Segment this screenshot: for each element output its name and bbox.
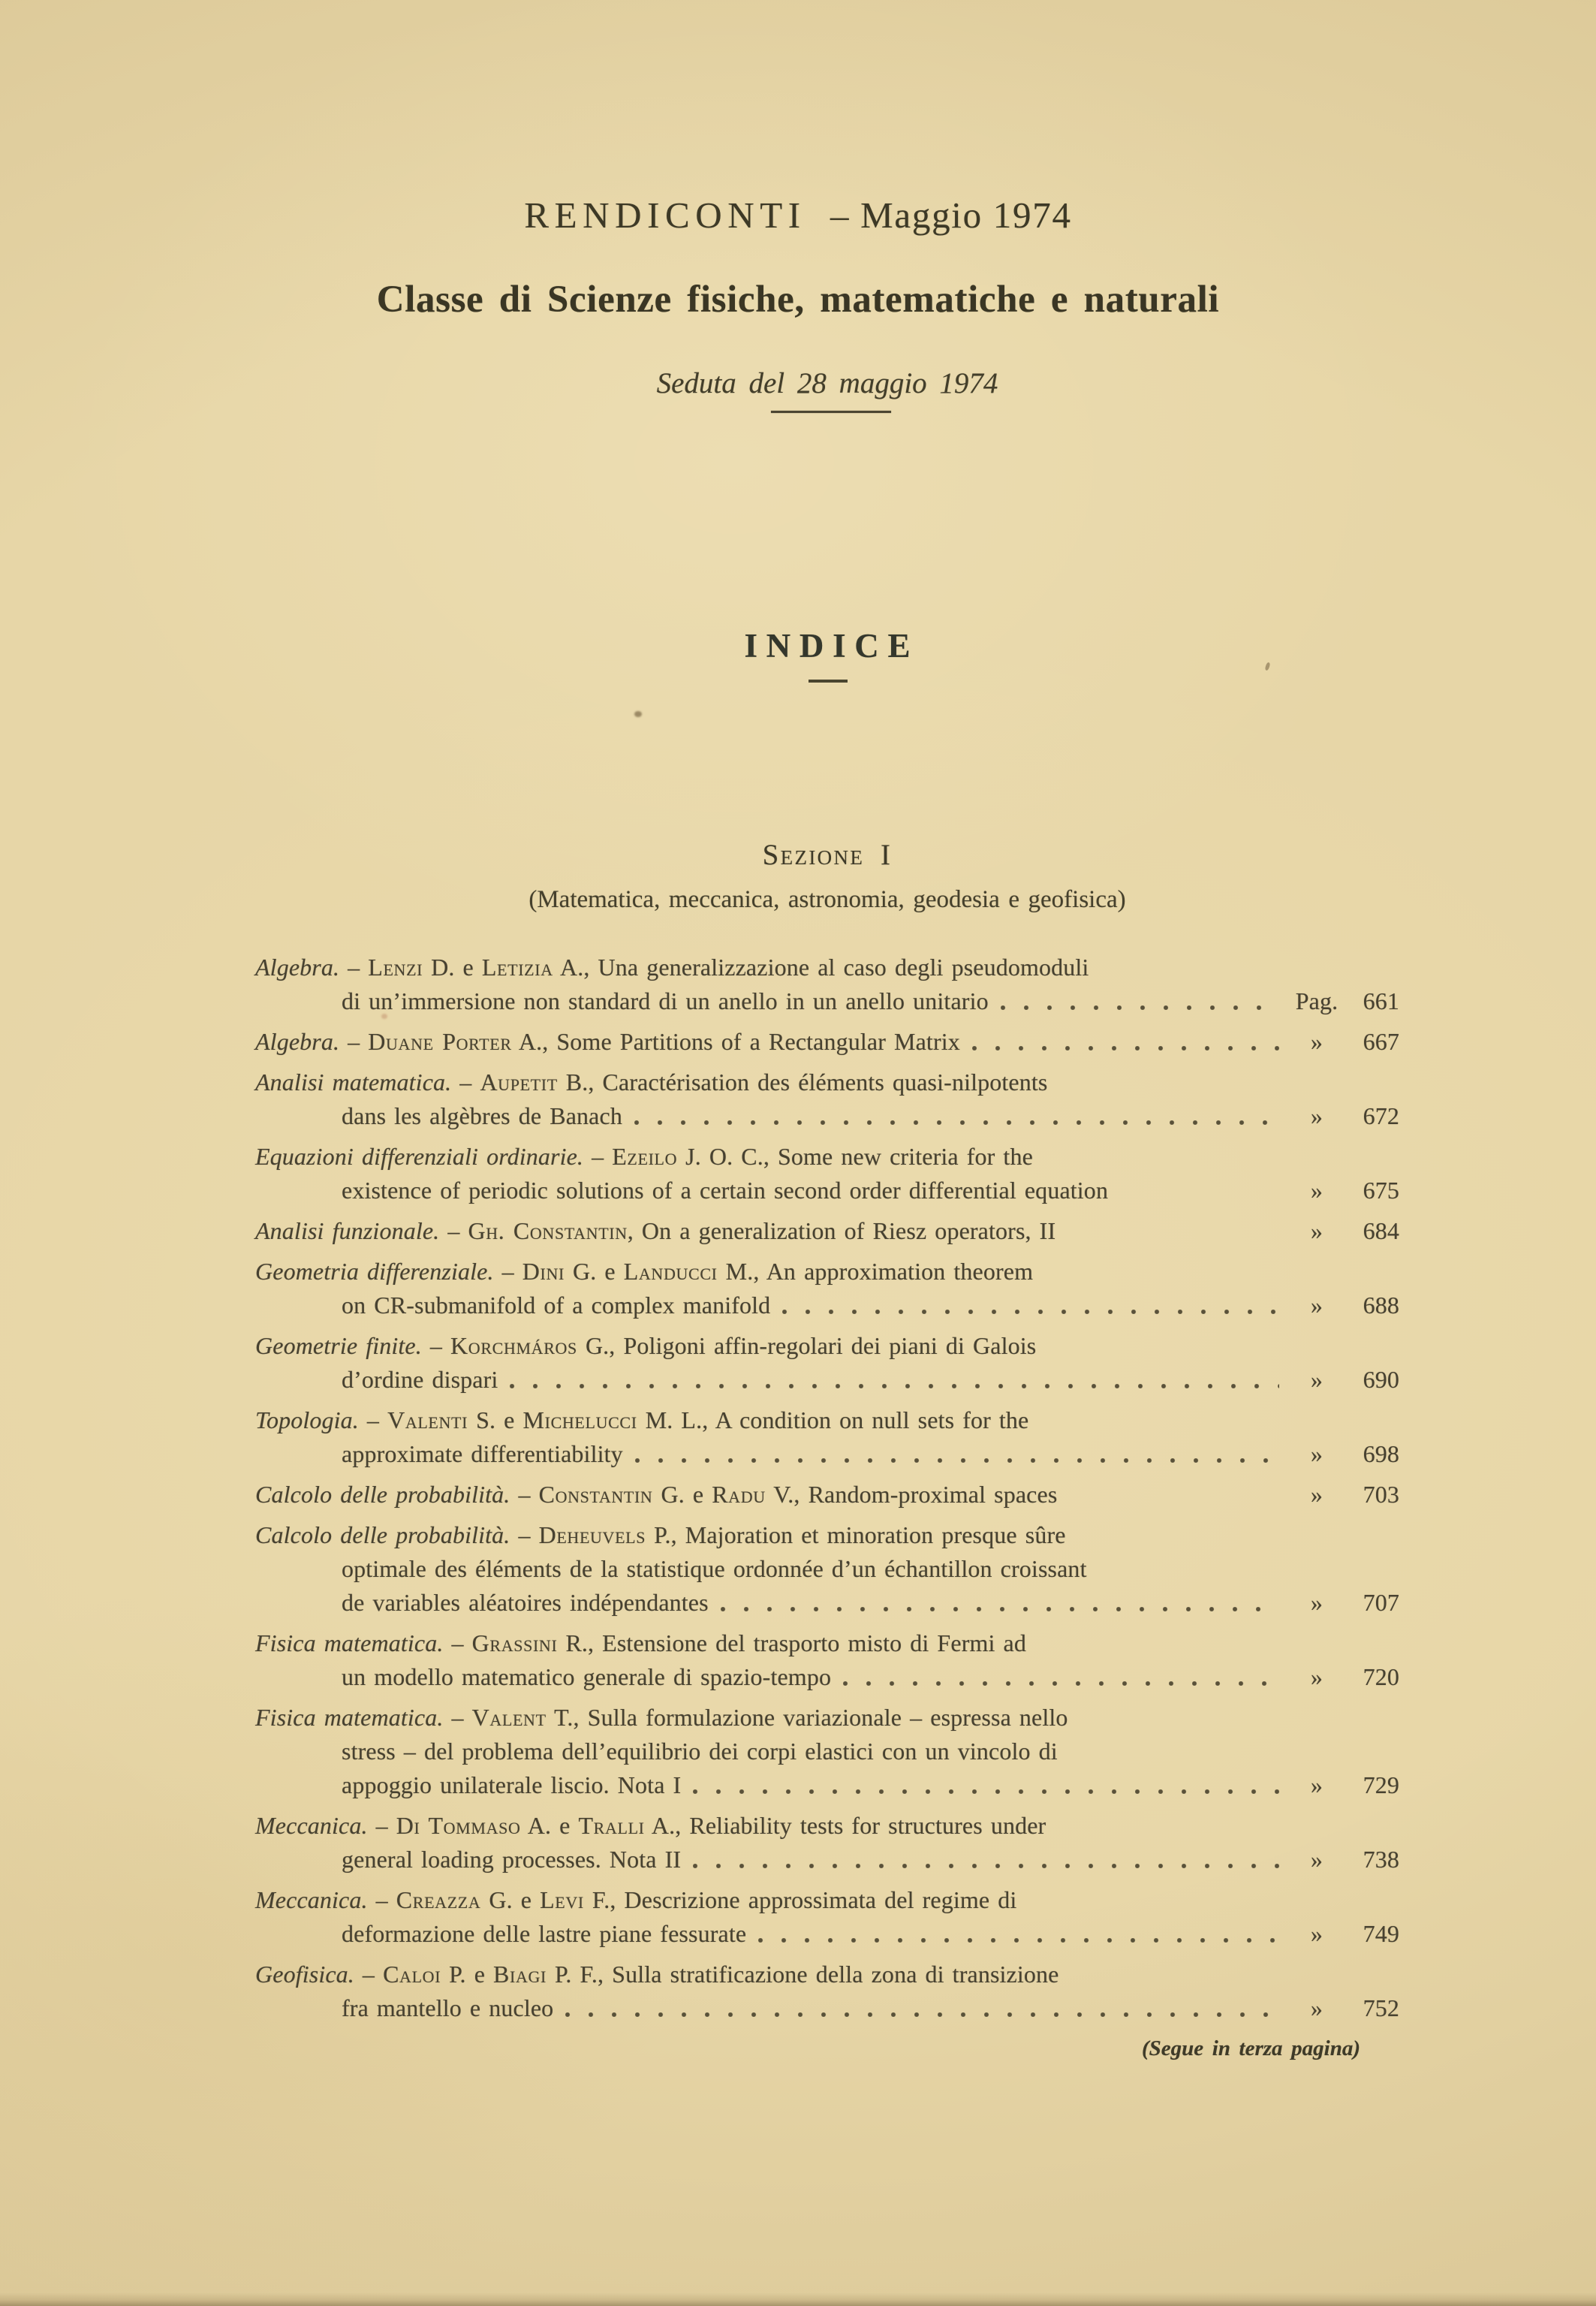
page-number: 667 (1363, 1028, 1399, 1055)
entry-line (255, 1917, 1399, 1951)
section-subtitle: (Matematica, meccanica, astronomia, geodesia e geofisica) (528, 886, 1126, 913)
entry-line (255, 1255, 1399, 1289)
entry-text: Geometrie finite. – Korchmáros G., Poligoni affin-regolari dei piani di Galois (255, 1332, 1037, 1359)
index-divider-rule (809, 680, 848, 683)
journal-issue: – Maggio 1974 (830, 194, 1072, 236)
class-title: Classe di Scienze fisiche, matematiche e naturali (376, 279, 1220, 321)
page-number: 688 (1363, 1292, 1399, 1319)
entry-line (255, 1701, 1399, 1735)
page-number: 707 (1363, 1589, 1399, 1616)
entry-text: di un’immersione non standard di un anello in un anello unitario (342, 987, 989, 1014)
page-label: » (1310, 1177, 1323, 1204)
page-label: » (1310, 1663, 1323, 1690)
page-number: 661 (1363, 987, 1399, 1014)
index-entry (255, 1066, 1399, 1133)
entry-text: Fisica matematica. – Grassini R., Estensione del trasporto misto di Fermi ad (255, 1629, 1026, 1656)
paper-speck (634, 711, 642, 717)
page-number: 720 (1363, 1663, 1399, 1690)
entry-line (255, 1099, 1399, 1133)
page-number: 684 (1363, 1217, 1399, 1244)
dot-leader (782, 1289, 1279, 1322)
continuation-note: (Segue in terza pagina) (1142, 2036, 1360, 2060)
entry-text: general loading processes. Nota II (342, 1846, 682, 1873)
index-entry (255, 1958, 1399, 2025)
page-number: 698 (1363, 1440, 1399, 1467)
entry-line (255, 951, 1399, 984)
entry-text: d’ordine dispari (342, 1366, 498, 1393)
page-label: » (1310, 1846, 1323, 1873)
page-label: Pag. (1295, 987, 1339, 1014)
dot-leader (565, 1991, 1279, 2025)
entry-text: Geofisica. – Caloi P. e Biagi P. F., Sulla stratificazione della zona di transizione (255, 1961, 1059, 1988)
index-entries (255, 951, 1399, 2025)
index-entry (255, 1214, 1399, 1248)
dot-leader (758, 1917, 1279, 1951)
page-label: » (1310, 1920, 1323, 1947)
index-entry (255, 1626, 1399, 1694)
entry-line (255, 1329, 1399, 1363)
entry-text: Analisi funzionale. – Gh. Constantin, On a generalization of Riesz operators, II (255, 1217, 1056, 1244)
entry-line (255, 1363, 1399, 1397)
entry-text: Algebra. – Lenzi D. e Letizia A., Una generalizzazione al caso degli pseudomoduli (255, 954, 1089, 981)
page-number: 672 (1363, 1102, 1399, 1129)
entry-line (255, 1552, 1399, 1586)
section-title: Sezione I (762, 839, 893, 871)
page-label: » (1310, 1102, 1323, 1129)
index-entry (255, 1140, 1399, 1207)
index-entry (255, 1701, 1399, 1802)
entry-text: Geometria differenziale. – Dini G. e Landucci M., An approximation theorem (255, 1258, 1034, 1285)
journal-title-line (0, 194, 1596, 237)
entry-text: on CR-submanifold of a complex manifold (342, 1292, 771, 1319)
dot-leader (843, 1660, 1279, 1694)
page-label: » (1310, 1771, 1323, 1798)
entry-line (255, 1586, 1399, 1620)
entry-line (255, 1883, 1399, 1917)
entry-text: fra mantello e nucleo (342, 1994, 554, 2021)
page-number: 690 (1363, 1366, 1399, 1393)
entry-line (255, 1660, 1399, 1694)
entry-line (255, 1403, 1399, 1437)
page-bottom-edge-shadow (0, 2292, 1596, 2306)
entry-line (255, 1437, 1399, 1471)
dot-leader (1068, 1214, 1279, 1248)
entry-line (255, 1991, 1399, 2025)
page-label: » (1310, 1028, 1323, 1055)
page-label: » (1310, 1292, 1323, 1319)
dot-leader (1120, 1174, 1279, 1207)
entry-text: Calcolo delle probabilità. – Constantin G. e Radu V., Random-proximal spaces (255, 1481, 1058, 1508)
dot-leader (721, 1586, 1279, 1620)
page-label: » (1310, 1589, 1323, 1616)
session-line: Seduta del 28 maggio 1974 (656, 367, 998, 399)
index-entry (255, 1883, 1399, 1951)
entry-text: appoggio unilaterale liscio. Nota I (342, 1771, 682, 1798)
entry-text: stress – del problema dell’equilibrio dei corpi elastici con un vincolo di (342, 1738, 1058, 1765)
page-label: » (1310, 1994, 1323, 2021)
index-entry (255, 1518, 1399, 1620)
entry-text: Topologia. – Valenti S. e Michelucci M. L., A condition on null sets for the (255, 1406, 1029, 1433)
entry-line (255, 1768, 1399, 1802)
entry-line (255, 1518, 1399, 1552)
entry-text: existence of periodic solutions of a certain second order differential equation (342, 1177, 1109, 1204)
entry-line (255, 1025, 1399, 1059)
index-entry (255, 1025, 1399, 1059)
page-number: 752 (1363, 1994, 1399, 2021)
journal-name: RENDICONTI (524, 194, 806, 236)
entry-line (255, 1809, 1399, 1843)
entry-line (255, 1958, 1399, 1991)
index-entry (255, 1255, 1399, 1322)
dot-leader (972, 1025, 1279, 1059)
dot-leader (634, 1099, 1279, 1133)
entry-line (255, 1843, 1399, 1876)
dot-leader (635, 1437, 1279, 1471)
page-label: » (1310, 1366, 1323, 1393)
entry-line (255, 1140, 1399, 1174)
entry-line (255, 1626, 1399, 1660)
page-number: 738 (1363, 1846, 1399, 1873)
entry-text: un modello matematico generale di spazio-tempo (342, 1663, 832, 1690)
dot-leader (510, 1363, 1279, 1397)
entry-text: Calcolo delle probabilità. – Deheuvels P., Majoration et minoration presque sûre (255, 1521, 1066, 1548)
dot-leader (1069, 1478, 1279, 1512)
page-number: 675 (1363, 1177, 1399, 1204)
entry-text: Meccanica. – Di Tommaso A. e Tralli A., Reliability tests for structures under (255, 1812, 1046, 1839)
entry-line (255, 984, 1399, 1018)
index-title: INDICE (744, 627, 920, 665)
entry-line (255, 1214, 1399, 1248)
entry-text: Equazioni differenziali ordinarie. – Ezeilo J. O. C., Some new criteria for the (255, 1143, 1033, 1170)
page-number: 749 (1363, 1920, 1399, 1947)
index-entry (255, 1478, 1399, 1512)
entry-text: deformazione delle lastre piane fessurate (342, 1920, 747, 1947)
entry-text: approximate differentiability (342, 1440, 623, 1467)
entry-line (255, 1478, 1399, 1512)
dot-leader (693, 1768, 1279, 1802)
entry-text: dans les algèbres de Banach (342, 1102, 622, 1129)
page-label: » (1310, 1217, 1323, 1244)
index-entry (255, 951, 1399, 1018)
session-divider-rule (771, 411, 891, 413)
page-number: 729 (1363, 1771, 1399, 1798)
entry-text: Analisi matematica. – Aupetit B., Caractérisation des éléments quasi-nilpotents (255, 1069, 1048, 1096)
index-entry (255, 1403, 1399, 1471)
entry-text: Meccanica. – Creazza G. e Levi F., Descrizione approssimata del regime di (255, 1886, 1017, 1913)
dot-leader (693, 1843, 1279, 1876)
dot-leader (1001, 984, 1279, 1018)
page-label: » (1310, 1481, 1323, 1508)
page-label: » (1310, 1440, 1323, 1467)
entry-line (255, 1735, 1399, 1768)
entry-text: Fisica matematica. – Valent T., Sulla formulazione variazionale – espressa nello (255, 1704, 1068, 1731)
entry-line (255, 1066, 1399, 1099)
entry-text: de variables aléatoires indépendantes (342, 1589, 709, 1616)
entry-text: optimale des éléments de la statistique ordonnée d’un échantillon croissant (342, 1555, 1087, 1582)
entry-line (255, 1289, 1399, 1322)
entry-line (255, 1174, 1399, 1207)
entry-text: Algebra. – Duane Porter A., Some Partitions of a Rectangular Matrix (255, 1028, 960, 1055)
index-entry (255, 1809, 1399, 1876)
page-number: 703 (1363, 1481, 1399, 1508)
index-entry (255, 1329, 1399, 1397)
